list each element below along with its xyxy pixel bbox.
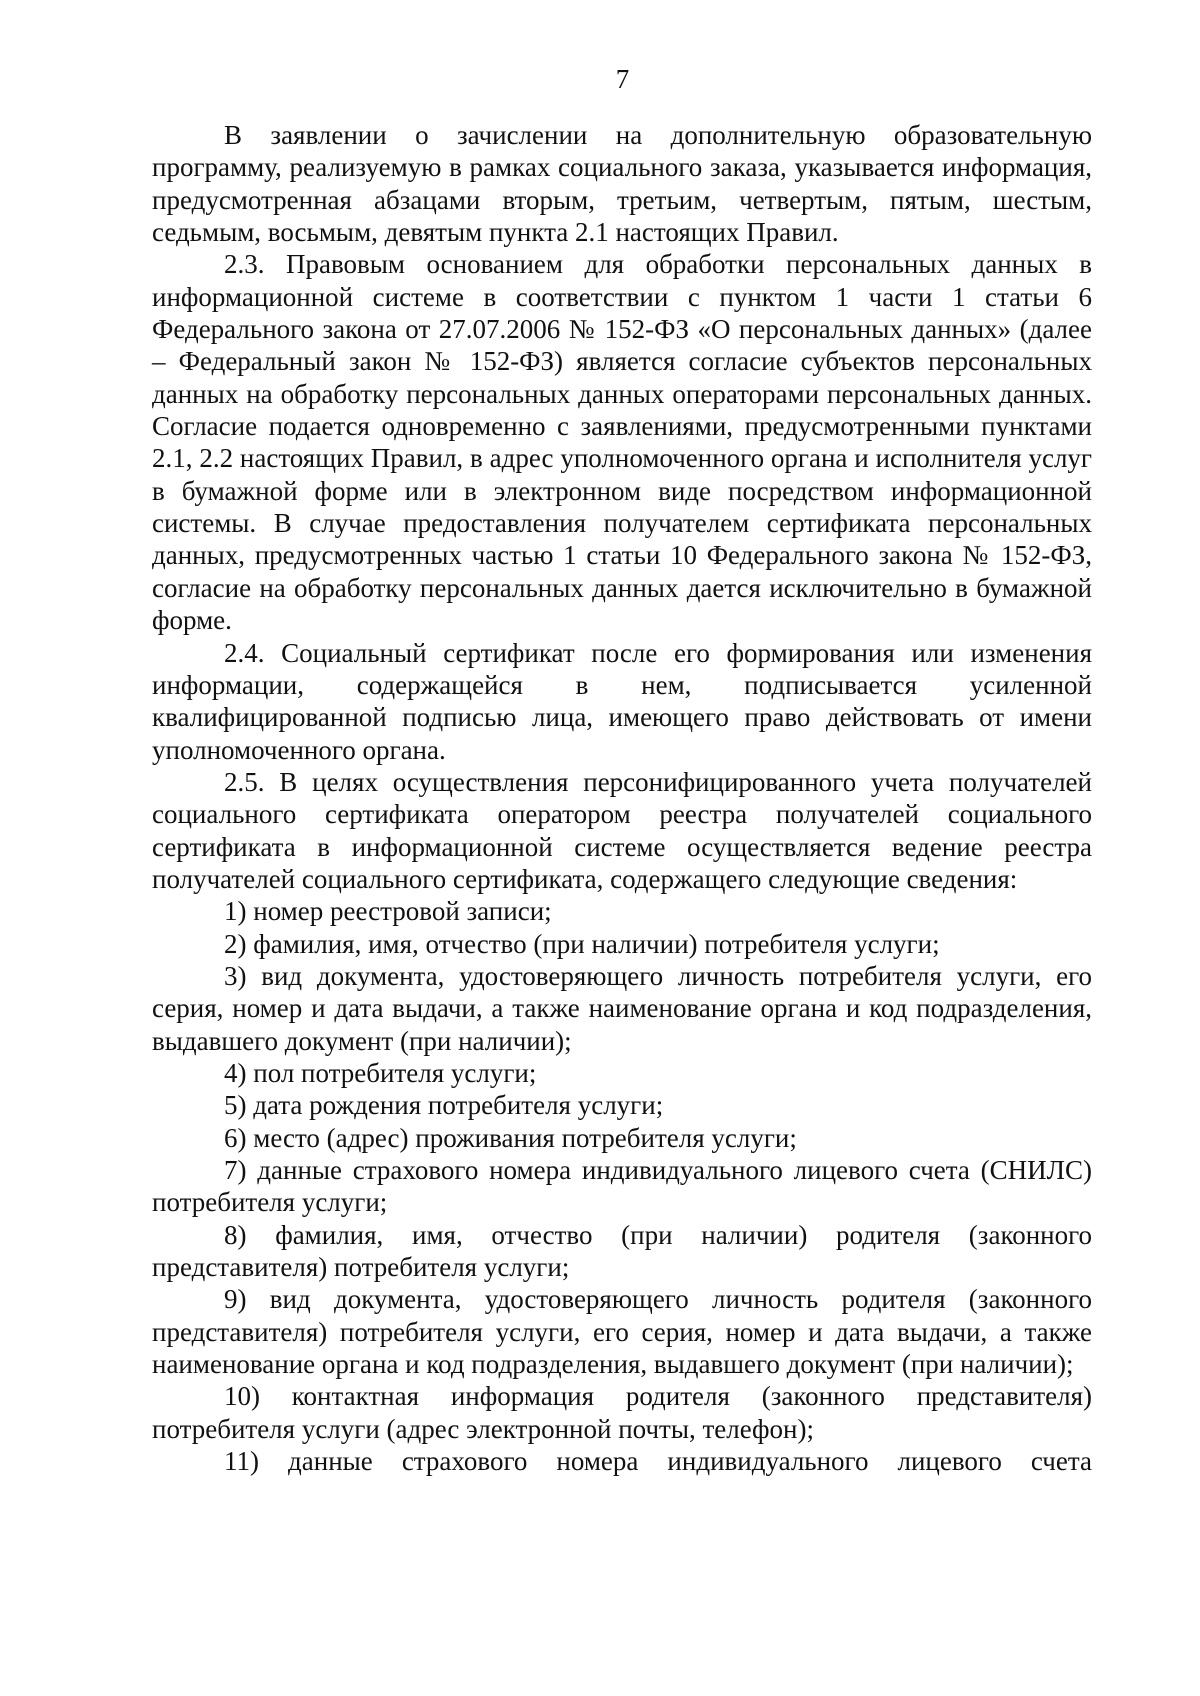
list-item-9: 9) вид документа, удостоверяющего личность родителя (законного представителя) потребителя услуги, его серия, номер и дата выдачи, а также наименование органа и код подразделения, выдавшего документ (при наличии); [152, 1284, 1092, 1380]
document-body [152, 119, 1092, 1477]
list-item-7: 7) данные страхового номера индивидуального лицевого счета (СНИЛС) потребителя услуги; [152, 1155, 1092, 1218]
list-item-3: 3) вид документа, удостоверяющего личность потребителя услуги, его серия, номер и дата выдачи, а также наименование органа и код подразделения, выдавшего документ (при наличии); [152, 960, 1092, 1056]
list-item-2: 2) фамилия, имя, отчество (при наличии) потребителя услуги; [224, 928, 940, 959]
list-item-4: 4) пол потребителя услуги; [224, 1057, 537, 1088]
list-item-10: 10) контактная информация родителя (законного представителя) потребителя услуги (адрес электронной почты, телефон); [152, 1381, 1092, 1444]
list-item-1: 1) номер реестровой записи; [224, 896, 552, 927]
list-item-6: 6) место (адрес) проживания потребителя услуги; [224, 1122, 797, 1153]
paragraph-2-3-legal-basis: 2.3. Правовым основанием для обработки персональных данных в информационной системе в соответствии с пунктом 1 части 1 статьи 6 Федерального закона от 27.07.2006 № 152-ФЗ «О персональных данных» (далее – Федеральный закон № 152-ФЗ) является согласие субъектов персональных данных на обработку персональных данных операторами персональных данных. Согласие подается одновременно с заявлениями, предусмотренными пунктами 2.1, 2.2 настоящих Правил, в адрес уполномоченного органа и исполнителя услуг в бумажной форме или в электронном виде посредством информационной системы. В случае предоставления получателем сертификата персональных данных, предусмотренных частью 1 статьи 10 Федерального закона № 152-ФЗ, согласие на обработку персональных данных дается исключительно в бумажной форме. [152, 249, 1092, 636]
page-number: 7 [615, 64, 630, 94]
paragraph-application-info: В заявлении о зачислении на дополнительную образовательную программу, реализуемую в рамках социального заказа, указывается информация, предусмотренная абзацами вторым, третьим, четвертым, пятым, шестым, седьмым, восьмым, девятым пункта 2.1 настоящих Правил. [152, 120, 1092, 248]
paragraph-2-4-certificate-signature: 2.4. Социальный сертификат после его формирования или изменения информации, содержащейся в нем, подписывается усиленной квалифицированной подписью лица, имеющего право действовать от имени уполномоченного органа. [152, 637, 1092, 765]
list-item-8: 8) фамилия, имя, отчество (при наличии) родителя (законного представителя) потребителя услуги; [152, 1219, 1092, 1283]
paragraph-2-5-registry: 2.5. В целях осуществления персонифицированного учета получателей социального сертификата оператором реестра получателей социального сертификата в информационной системе осуществляется ведение реестра получателей социального сертификата, содержащего следующие сведения: [152, 766, 1092, 894]
list-item-11: 11) данные страхового номера индивидуального лицевого счета [224, 1446, 1092, 1477]
list-item-5: 5) дата рождения потребителя услуги; [224, 1090, 664, 1121]
